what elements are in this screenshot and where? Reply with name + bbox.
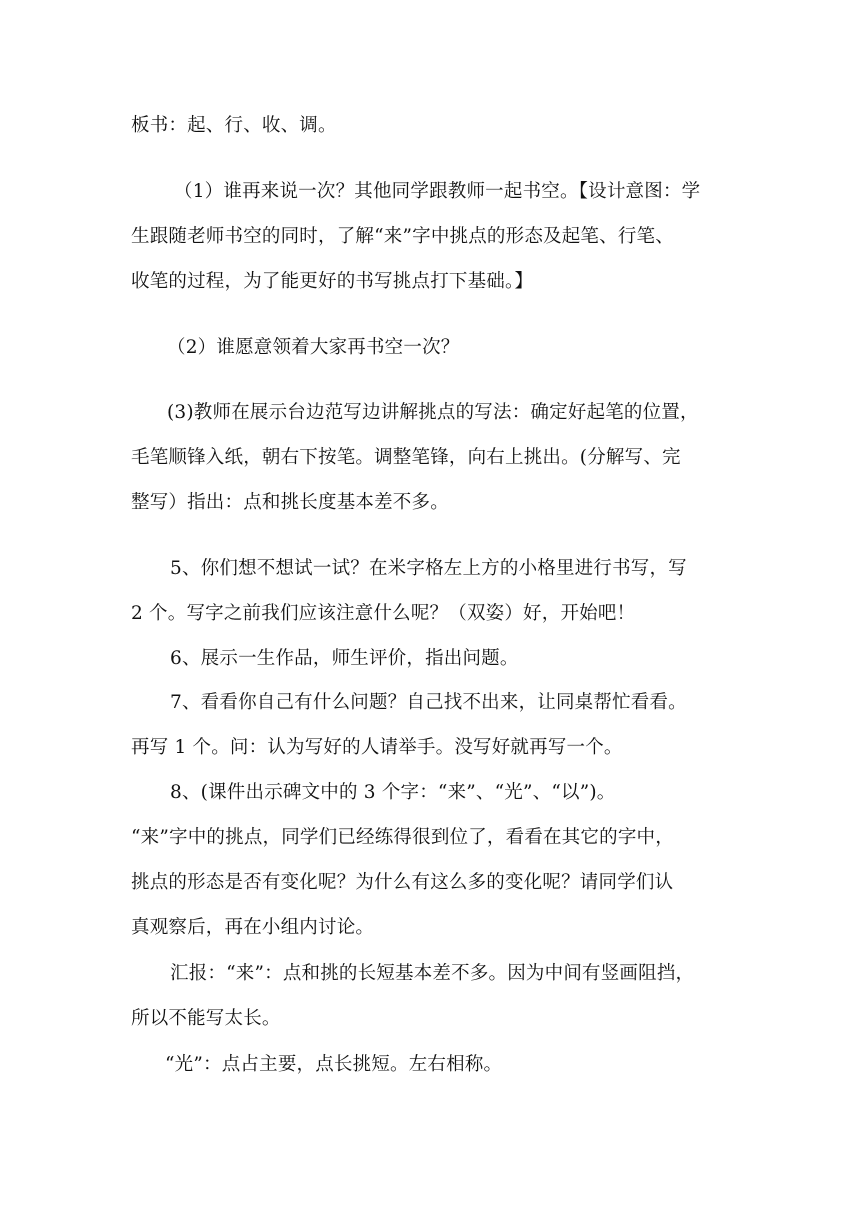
text-line: 毛笔顺锋入纸，朝右下按笔。调整笔锋，向右上挑出。(分解写、完 [131,447,681,468]
text-line: 汇报：“来”：点和挑的长短基本差不多。因为中间有竖画阻挡， [170,963,695,984]
text-line: 真观察后，再在小组内讨论。 [131,917,375,938]
text-line: 7、看看你自己有什么问题？自己找不出来，让同桌帮忙看看。 [170,692,687,713]
text-line: 2 个。写字之前我们应该注意什么呢？（双姿）好，开始吧！ [131,603,636,624]
text-line: 整写）指出：点和挑长度基本差不多。 [131,492,449,513]
text-line: 6、展示一生作品，师生评价，指出问题。 [170,648,519,669]
text-line: (3)教师在展示台边范写边讲解挑点的写法：确定好起笔的位置， [167,402,699,423]
text-line: 8、(课件出示碑文中的 3 个字：“来”、“光”、“以”)。 [170,782,616,803]
text-line: 再写 1 个。问：认为写好的人请举手。没写好就再写一个。 [131,737,623,758]
text-line: （1）谁再来说一次？其他同学跟教师一起书空。【设计意图：学 [174,181,701,202]
text-line: 挑点的形态是否有变化呢？为什么有这么多的变化呢？请同学们认 [131,872,674,893]
text-line: 所以不能写太长。 [131,1008,281,1029]
text-line: 板书：起、行、收、调。 [131,115,337,136]
text-line: 生跟随老师书空的同时，了解“来”字中挑点的形态及起笔、行笔、 [131,226,674,247]
text-line: （2）谁愿意领着大家再书空一次？ [167,337,460,358]
text-line: 5、你们想不想试一试？在米字格左上方的小格里进行书写，写 [170,558,687,579]
text-line: 收笔的过程，为了能更好的书写挑点打下基础。】 [131,271,534,292]
text-line: “来”字中的挑点，同学们已经练得很到位了，看看在其它的字中， [131,827,674,848]
text-line: “光”：点占主要，点长挑短。左右相称。 [165,1054,503,1075]
